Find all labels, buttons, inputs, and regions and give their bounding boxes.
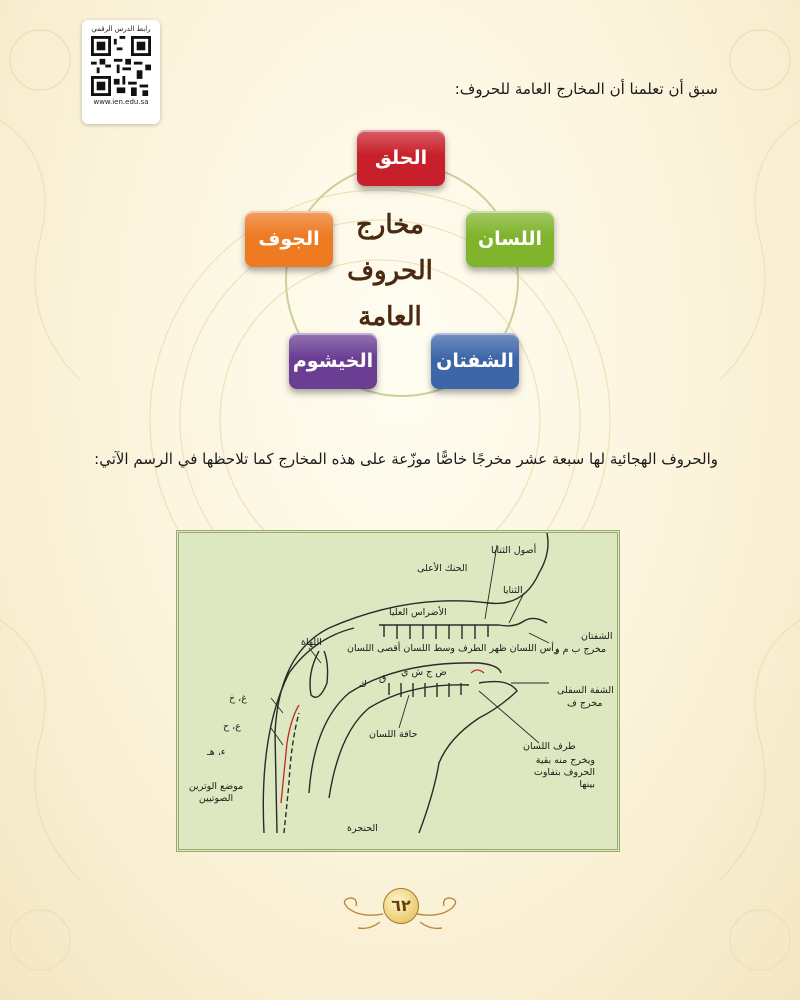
- label-ain-haa: ع، ح: [223, 721, 241, 732]
- center-title-line: العامة: [358, 302, 422, 332]
- label-roots-of-incisors: أصول الثنايا: [491, 545, 537, 556]
- label-lips-exit: مخرج ب م و: [555, 644, 607, 655]
- label-lower-lip-exit: مخرج ف: [567, 698, 603, 709]
- label-vocal-cords: موضع الوترين الصوتيين: [188, 781, 244, 804]
- label-letter-qaf: ق: [379, 673, 387, 684]
- label-tongue-parts: رأس اللسان ظهر الطرف وسط اللسان أقصى اللسان: [347, 643, 559, 654]
- page-number-ornament: [330, 878, 470, 938]
- label-tongue-tip: طرف اللسان: [523, 741, 576, 752]
- label-hamza-haa: ء، هـ: [207, 747, 226, 758]
- node-lips: الشفتان: [431, 333, 519, 389]
- center-title-line: الحروف: [347, 256, 433, 286]
- label-upper-molars: الأضراس العليا: [389, 607, 447, 618]
- label-incisors: الثنايا: [503, 585, 523, 596]
- label-lips: الشفتان: [581, 631, 613, 642]
- label-uvula: اللهاة: [301, 637, 322, 648]
- center-title-line: مخارج: [356, 210, 424, 240]
- articulation-points-diagram: [0, 0, 800, 420]
- label-upper-palate: الحنك الأعلى: [417, 563, 468, 574]
- label-lower-lip: الشفة السفلى: [557, 685, 614, 696]
- node-throat: الحلق: [357, 130, 445, 186]
- label-larynx: الحنجرة: [347, 823, 378, 834]
- label-tongue-edge: حافة اللسان: [369, 729, 418, 740]
- qr-caption: رابط الدرس الرقمي: [91, 25, 151, 33]
- qr-url[interactable]: www.ien.edu.sa: [93, 98, 149, 106]
- label-ghain-khaa: غ، خ: [229, 693, 247, 704]
- node-tongue: اللسان: [466, 211, 554, 267]
- node-nasal: الخيشوم: [289, 333, 377, 389]
- mouth-anatomy-figure: [176, 530, 620, 852]
- page-number: ٦٢: [383, 888, 419, 924]
- body-text: والحروف الهجائية لها سبعة عشر مخرجًا خاصًّا موزّعة على هذه المخارج كما تلاحظها في الرسم الآتي:: [94, 450, 718, 468]
- intro-text: سبق أن تعلمنا أن المخارج العامة للحروف:: [454, 80, 718, 98]
- label-letter-kaf: ك: [359, 679, 367, 690]
- label-tongue-tip-note: ويخرج منه بقية الحروف بتفاوت بينها: [533, 755, 595, 790]
- label-tongue-letters: ض ج ش ي: [401, 667, 447, 678]
- diagram-center-title: [310, 202, 470, 340]
- node-cavity: الجوف: [245, 211, 333, 267]
